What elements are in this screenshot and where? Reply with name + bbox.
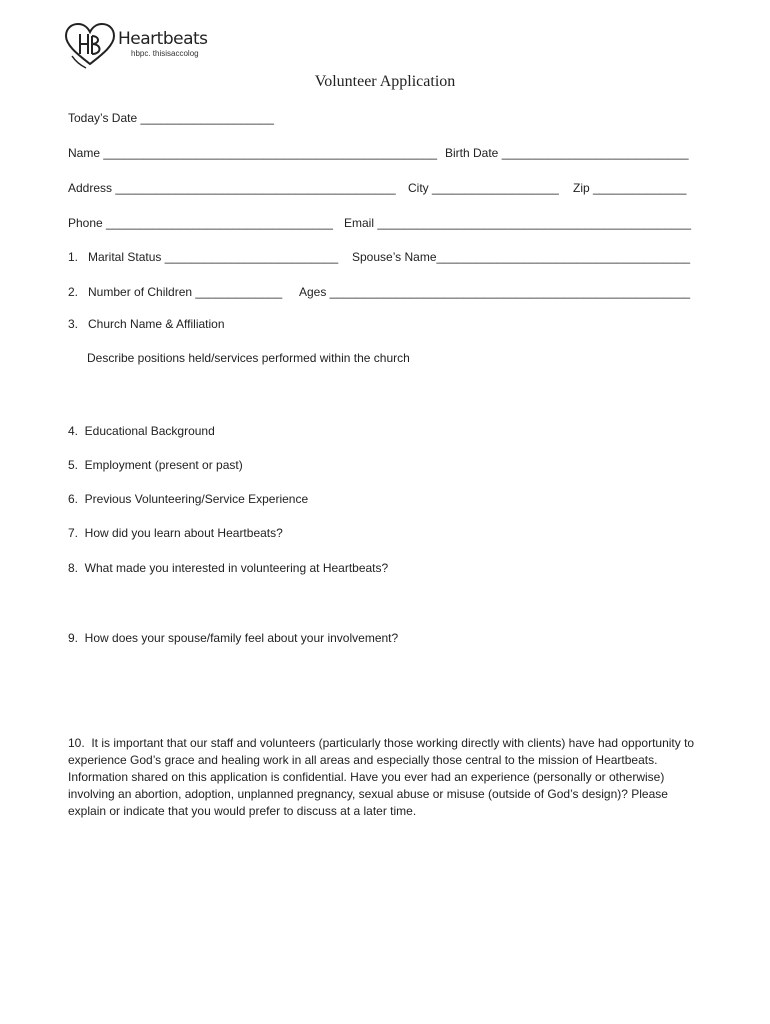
logo-text: Heartbeats xyxy=(118,29,208,49)
question-3-describe: Describe positions held/services performed within the church xyxy=(87,351,410,365)
question-7: 7. How did you learn about Heartbeats? xyxy=(68,526,283,540)
todays-date-field[interactable]: Today’s Date ____________________ xyxy=(68,111,274,125)
name-field[interactable]: Name __________________________________________________ xyxy=(68,146,438,160)
birth-date-field[interactable]: Birth Date ____________________________ xyxy=(445,146,689,160)
spouse-name-field[interactable]: Spouse’s Name______________________________________ xyxy=(352,250,691,264)
question-6: 6. Previous Volunteering/Service Experience xyxy=(68,492,309,506)
question-5: 5. Employment (present or past) xyxy=(68,458,243,472)
page-title: Volunteer Application xyxy=(314,73,456,90)
ages-field[interactable]: Ages ______________________________________________________ xyxy=(299,285,691,299)
zip-field[interactable]: Zip ______________ xyxy=(573,181,687,195)
logo-tagline: hbpc. thisisaccolog xyxy=(131,49,199,58)
email-field[interactable]: Email _______________________________________________ xyxy=(344,216,692,230)
number-of-children-field[interactable]: 2. Number of Children _____________ xyxy=(68,285,283,299)
phone-field[interactable]: Phone __________________________________ xyxy=(68,216,333,230)
marital-status-field[interactable]: 1. Marital Status __________________________ xyxy=(68,250,339,264)
question-10: 10. It is important that our staff and volunteers (particularly those working directly with clients) have had opportunity to experience God’s grace and healing work in all areas and especially those central to the mission of Heartbeats. Information shared on this application is confidential. Have you ever had an experience (personally or otherwise) involving an abortion, adoption, unplanned pregnancy, sexual abuse or misuse (outside of God’s design)? Please explain or indicate that you would prefer to discuss at a later time. xyxy=(68,736,695,818)
question-4: 4. Educational Background xyxy=(68,424,215,438)
question-8: 8. What made you interested in volunteering at Heartbeats? xyxy=(68,561,389,575)
city-field[interactable]: City ___________________ xyxy=(408,181,559,195)
question-9: 9. How does your spouse/family feel about your involvement? xyxy=(68,631,399,645)
question-3: 3. Church Name & Affiliation xyxy=(68,317,225,331)
address-field[interactable]: Address __________________________________________ xyxy=(68,181,396,195)
